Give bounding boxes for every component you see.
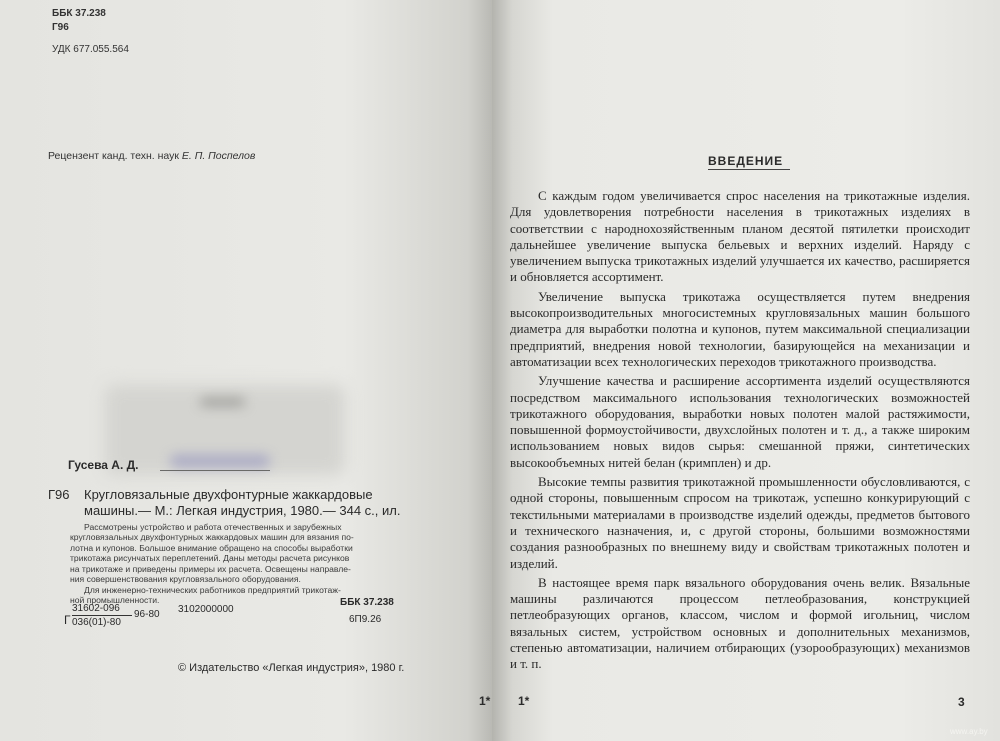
code-isbn: 3102000000 bbox=[178, 604, 234, 615]
signature-mark: 1* bbox=[479, 694, 491, 708]
paragraph: В настоящее время парк вязального оборудования очень велик. Вязальные машины различаются процессом петлеобразования, конструкцией петлеобразующих органов, классом, числом и формой игольниц, числом вязальных систем, устройством основных и дополнительных механизмов, степенью автоматизации, наличием отбирающих (узорообразующих) механизмов и т. п. bbox=[510, 574, 970, 672]
redacted-blur-mark bbox=[200, 398, 245, 406]
book-title-line2: машины.— М.: Легкая индустрия, 1980.— 344 с., ил. bbox=[84, 503, 401, 518]
abstract-line: ния совершенствования кругловязального оборудования. bbox=[70, 574, 301, 584]
redacted-blur-stamp bbox=[170, 455, 270, 467]
heading-underline bbox=[708, 169, 790, 170]
code-numerator: 31602-096 bbox=[72, 603, 120, 614]
paragraph: Улучшение качества и расширение ассортимента изделий осуществляются посредством максимального использования технологических возможностей трикотажного оборудования, выработки новых полотен малой растяжимости, повышенной формоустойчивости, двухслойных полотен и т. д., а также широким использованием новых видов сырья: смешанной пряжи, синтетических высокообъемных нитей белан (кримплен) и др. bbox=[510, 373, 970, 470]
signature-mark-right: 1* bbox=[518, 694, 530, 708]
abstract-line: Для инженерно-технических работников предприятий трикотаж- bbox=[84, 585, 341, 595]
code-denominator: 036(01)-80 bbox=[72, 617, 121, 628]
abstract-line: трикотажа рисунчатых переплетений. Даны методы расчета рисунков bbox=[70, 553, 350, 563]
abstract-line: кругловязальных двухфонтурных жаккардовых машин для вязания по- bbox=[70, 532, 354, 542]
watermark: www.ay.by bbox=[950, 727, 988, 736]
catalog-code-bottom: 6П9.26 bbox=[349, 614, 382, 625]
abstract-line: Рассмотрены устройство и работа отечественных и зарубежных bbox=[84, 522, 342, 532]
author-name: Гусева А. Д. bbox=[68, 458, 139, 472]
copyright-line: © Издательство «Легкая индустрия», 1980 г. bbox=[178, 662, 405, 674]
chapter-heading: ВВЕДЕНИЕ bbox=[708, 154, 784, 168]
page-number: 3 bbox=[958, 695, 965, 709]
catalog-code-top: Г96 bbox=[52, 22, 69, 33]
paragraph: Высокие темпы развития трикотажной промышленности обусловливаются, с одной стороны, повышенным спросом на трикотаж, успешно конкурирующий с текстильными материалами в производстве изделий одежды, предметов бытового и технического назначения, и, с другой стороны, большими возможностями создания разнообразных по внешнему виду и свойствам трикотажных полотен и изделий. bbox=[510, 474, 970, 571]
abstract-line: лотна и купонов. Большое внимание обращено на способы выработки bbox=[70, 543, 353, 553]
code-mid: 96-80 bbox=[134, 609, 160, 620]
paragraph: С каждым годом увеличивается спрос населения на трикотажные изделия. Для удовлетворения потребности населения в трикотажных изделиях в соответствии с народнохозяйственным планом десятой пятилетки происходит дальнейшее увеличение выпуска бельевых и верхних изделий. Наряду с увеличением выпуска трикотажных изделий улучшается их качество, расширяется и обновляется ассортимент. bbox=[510, 188, 970, 285]
abstract-line: на трикотаже и приведены примеры их расчета. Освещены направле- bbox=[70, 564, 351, 574]
abstract-line: ной промышленности. bbox=[70, 595, 160, 605]
book-title-line1: Кругловязальные двухфонтурные жаккардовые bbox=[84, 487, 373, 502]
udk-code: УДК 677.055.564 bbox=[52, 44, 129, 55]
reviewer-line bbox=[48, 150, 255, 162]
biblio-catalog-code: Г96 bbox=[48, 487, 70, 502]
chapter-body bbox=[510, 188, 970, 676]
reviewer-prefix: Рецензент канд. техн. наук bbox=[48, 150, 179, 162]
bbk-code-top: ББК 37.238 bbox=[52, 8, 106, 19]
code-g-letter: Г bbox=[64, 613, 71, 627]
code-fraction-bar bbox=[72, 615, 132, 616]
left-page bbox=[0, 0, 492, 741]
bbk-code-bottom: ББК 37.238 bbox=[340, 597, 394, 608]
reviewer-name: Е. П. Поспелов bbox=[181, 150, 256, 162]
author-underline bbox=[160, 470, 270, 471]
paragraph: Увеличение выпуска трикотажа осуществляется путем внедрения высокопроизводительных многосистемных кругловязальных машин большого диаметра для выработки полотна и купонов, путем максимальной специализации предприятий, внедрения новой технологии, базирующейся на механизации и автоматизации всех технологических переходов трикотажного производства. bbox=[510, 288, 970, 369]
